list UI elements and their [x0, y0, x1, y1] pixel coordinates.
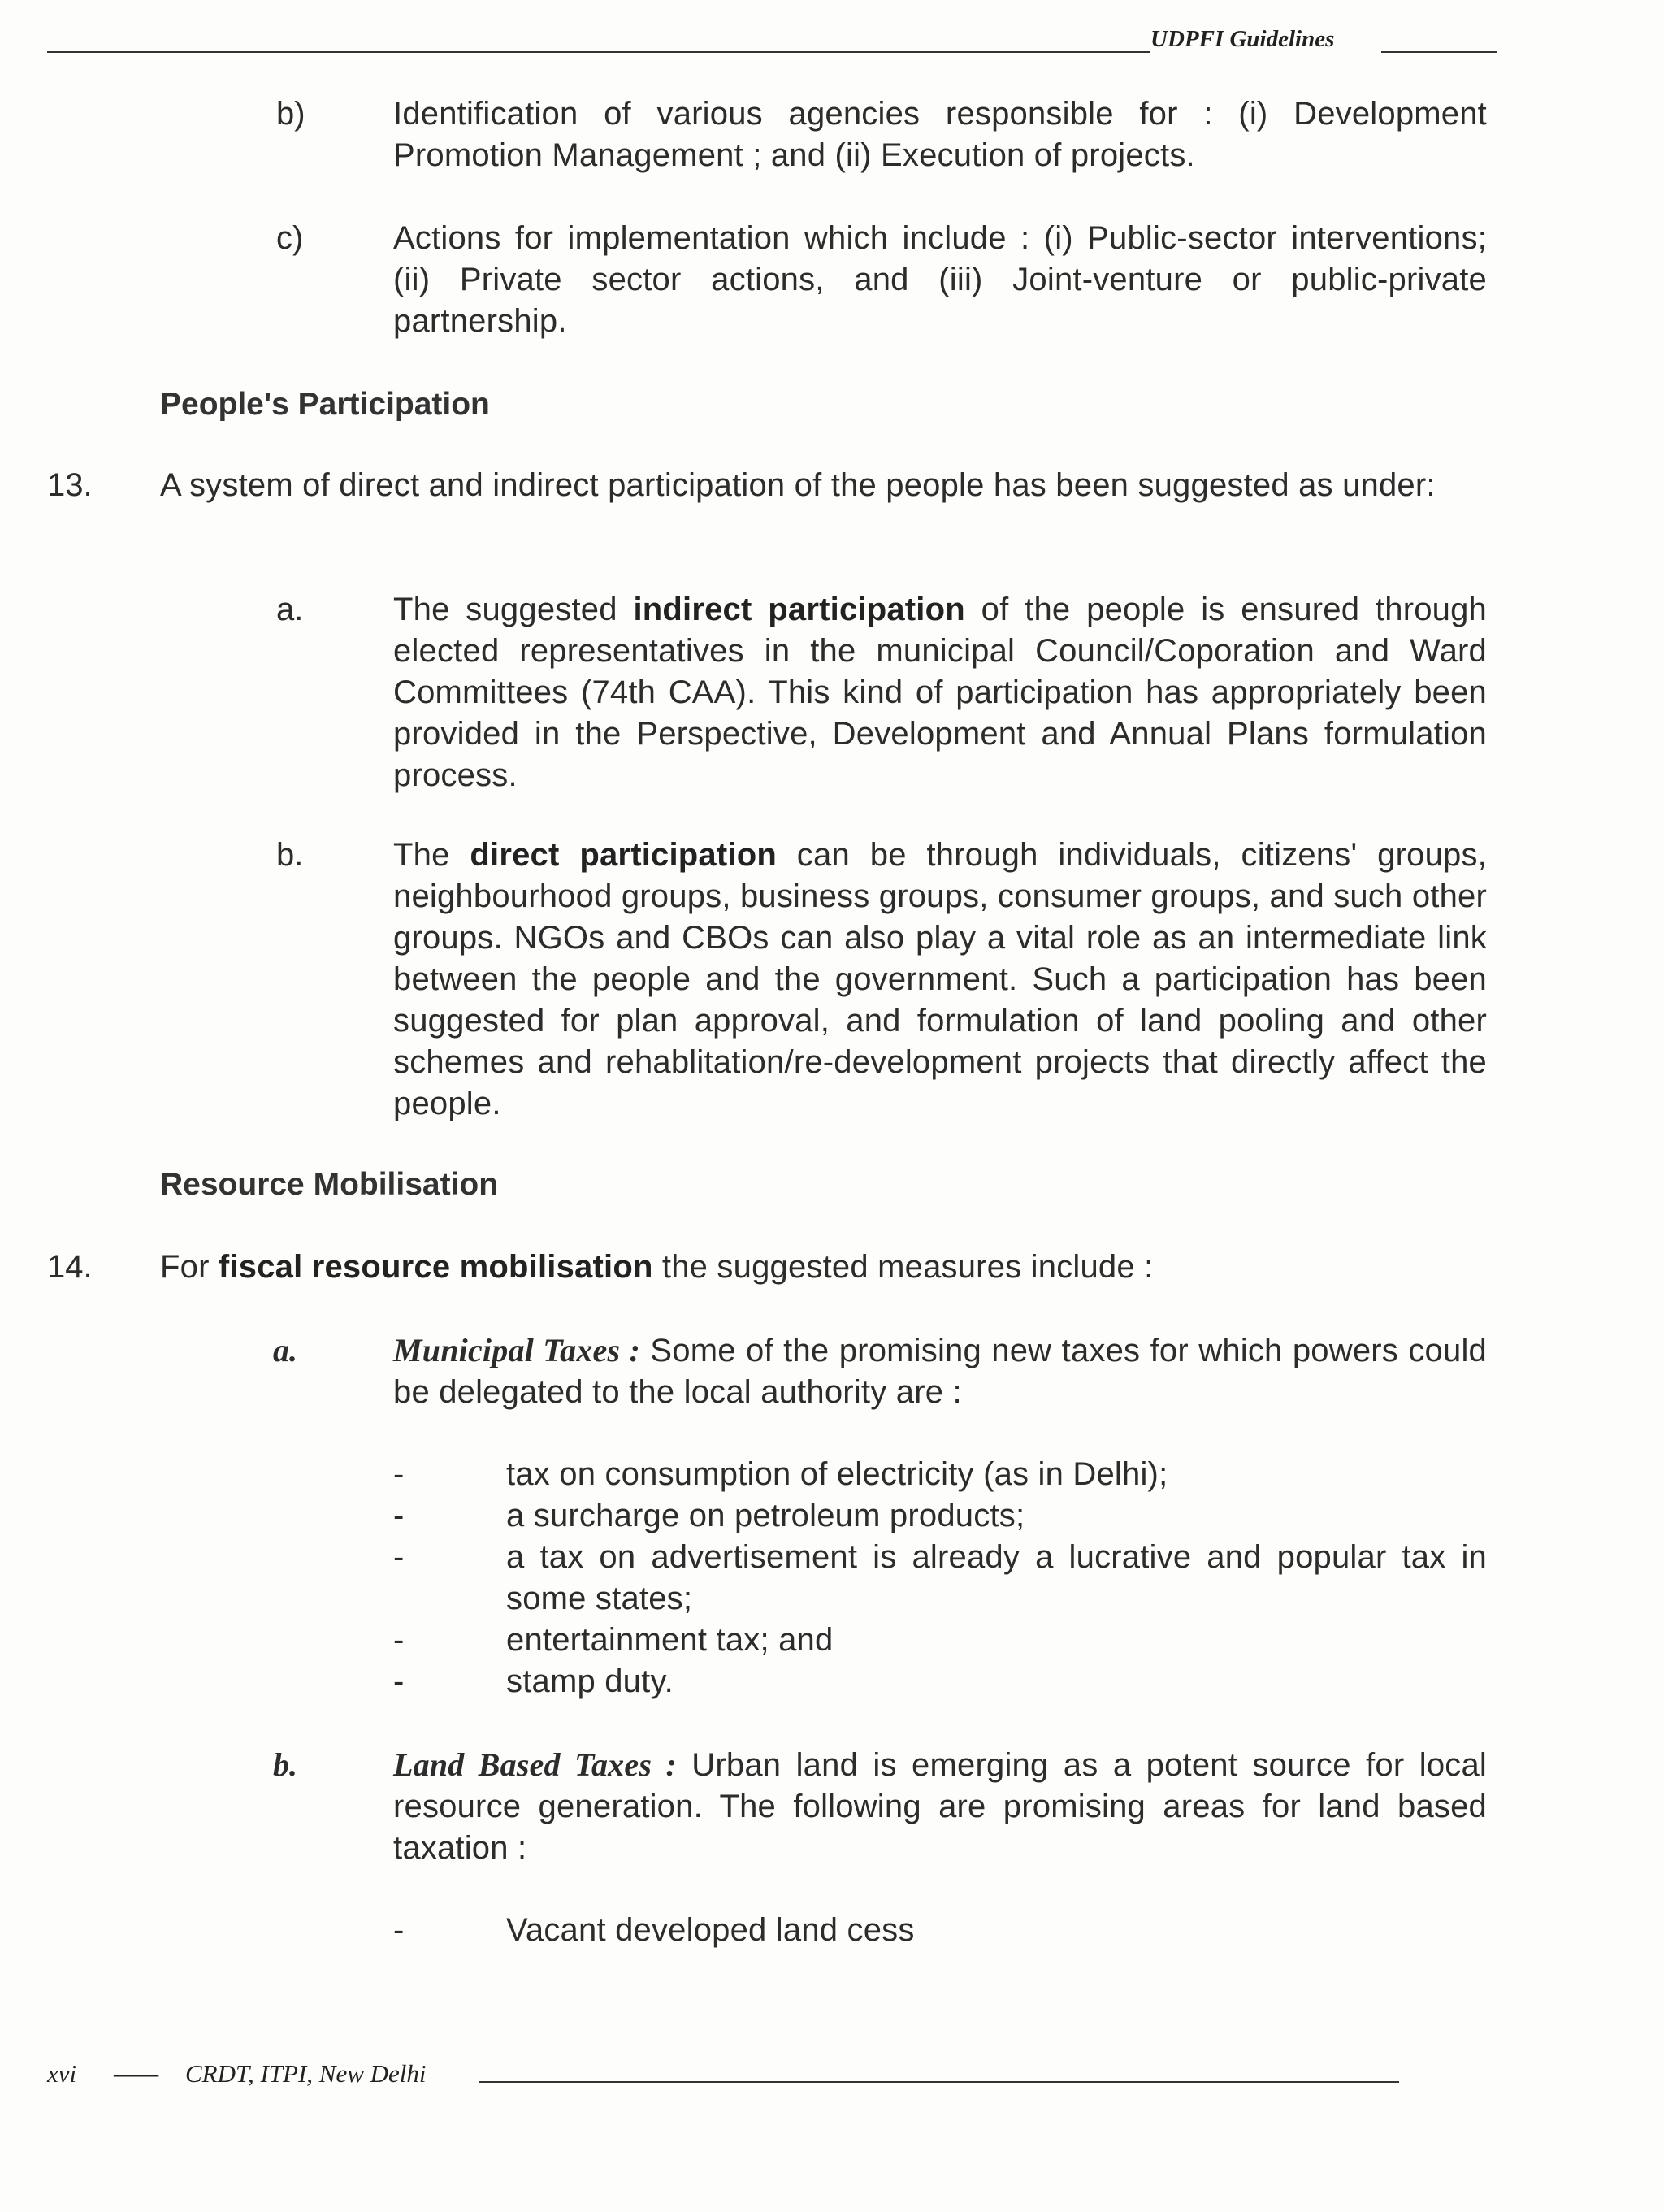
text-run: The — [393, 837, 470, 873]
item-label: b) — [276, 96, 306, 132]
text-run: For — [160, 1249, 219, 1285]
bullet-text: stamp duty. — [506, 1663, 674, 1699]
item-label: a. — [273, 1332, 297, 1368]
item-text — [393, 835, 1487, 1125]
para-text: A system of direct and indirect participation of the people has been suggested as under: — [160, 467, 1436, 503]
item-label: b. — [273, 1746, 297, 1783]
text-run: The suggested — [393, 592, 634, 627]
item-title: Municipal Taxes : — [393, 1332, 641, 1368]
item-text: Identification of various agencies responsible for : (i) Development Promotion Management ; and (ii) Execution of projects. — [393, 96, 1487, 173]
header-rule-right — [1381, 51, 1497, 53]
item-label: a. — [276, 592, 304, 627]
bullet-dash: - — [393, 1622, 405, 1658]
item-label: b. — [276, 837, 304, 873]
bullet-text: entertainment tax; and — [506, 1622, 834, 1658]
text-run: can be through individuals, citizens' groups, neighbourhood groups, business groups, consumer groups, and such other groups. NGOs and CBOs can also play a vital role as an intermediate link between the people and the government. Such a participation has been suggested for plan approval, and formulation of land pooling and other schemes and rehablitation/re-development projects that directly affect the people. — [393, 837, 1487, 1121]
bullet-dash: - — [393, 1456, 405, 1492]
emphasis-text: direct participation — [470, 837, 777, 873]
bullet-dash: - — [393, 1498, 405, 1533]
section-heading: People's Participation — [160, 387, 490, 422]
bullet-text: Vacant developed land cess — [506, 1912, 915, 1948]
footer-dash: —— — [114, 2059, 159, 2088]
bullet-text: a tax on advertisement is already a lucrative and popular tax in some states; — [506, 1539, 1487, 1616]
footer-rule — [479, 2081, 1399, 2083]
emphasis-text: indirect participation — [633, 592, 965, 627]
para-number: 14. — [47, 1249, 93, 1285]
header-rule-left — [47, 51, 1150, 53]
para-text — [160, 1247, 1487, 1288]
item-text — [393, 1329, 1487, 1413]
bullet-dash: - — [393, 1912, 405, 1948]
item-text: Actions for implementation which include : (i) Public-sector interventions; (ii) Private sector actions, and (iii) Joint-venture or public-private partnership. — [393, 220, 1487, 339]
item-text — [393, 1744, 1487, 1869]
bullet-dash: - — [393, 1663, 405, 1699]
header-title: UDPFI Guidelines — [1150, 26, 1335, 52]
bullet-text: tax on consumption of electricity (as in Delhi); — [506, 1456, 1168, 1492]
text-run: Some of the promising new taxes for which powers could be delegated to the local authority are : — [393, 1333, 1487, 1410]
bullet-dash: - — [393, 1539, 405, 1575]
footer-org: CRDT, ITPI, New Delhi — [185, 2059, 427, 2088]
section-heading: Resource Mobilisation — [160, 1167, 499, 1202]
text-run: the suggested measures include : — [652, 1249, 1154, 1285]
item-title: Land Based Taxes : — [393, 1746, 677, 1783]
item-label: c) — [276, 220, 304, 256]
para-number: 13. — [47, 467, 93, 503]
emphasis-text: fiscal resource mobilisation — [218, 1249, 653, 1285]
footer-page-number: xvi — [47, 2059, 77, 2088]
text-run: of the people is ensured through elected representatives in the municipal Council/Coporation and Ward Committees (74th CAA). This kind of participation has appropriately been provided in the Perspective, Development and Annual Plans formulation process. — [393, 592, 1487, 793]
item-text — [393, 589, 1487, 796]
bullet-text: a surcharge on petroleum products; — [506, 1498, 1025, 1533]
text-run: Urban land is emerging as a potent source for local resource generation. The following are promising areas for land based taxation : — [393, 1747, 1487, 1866]
